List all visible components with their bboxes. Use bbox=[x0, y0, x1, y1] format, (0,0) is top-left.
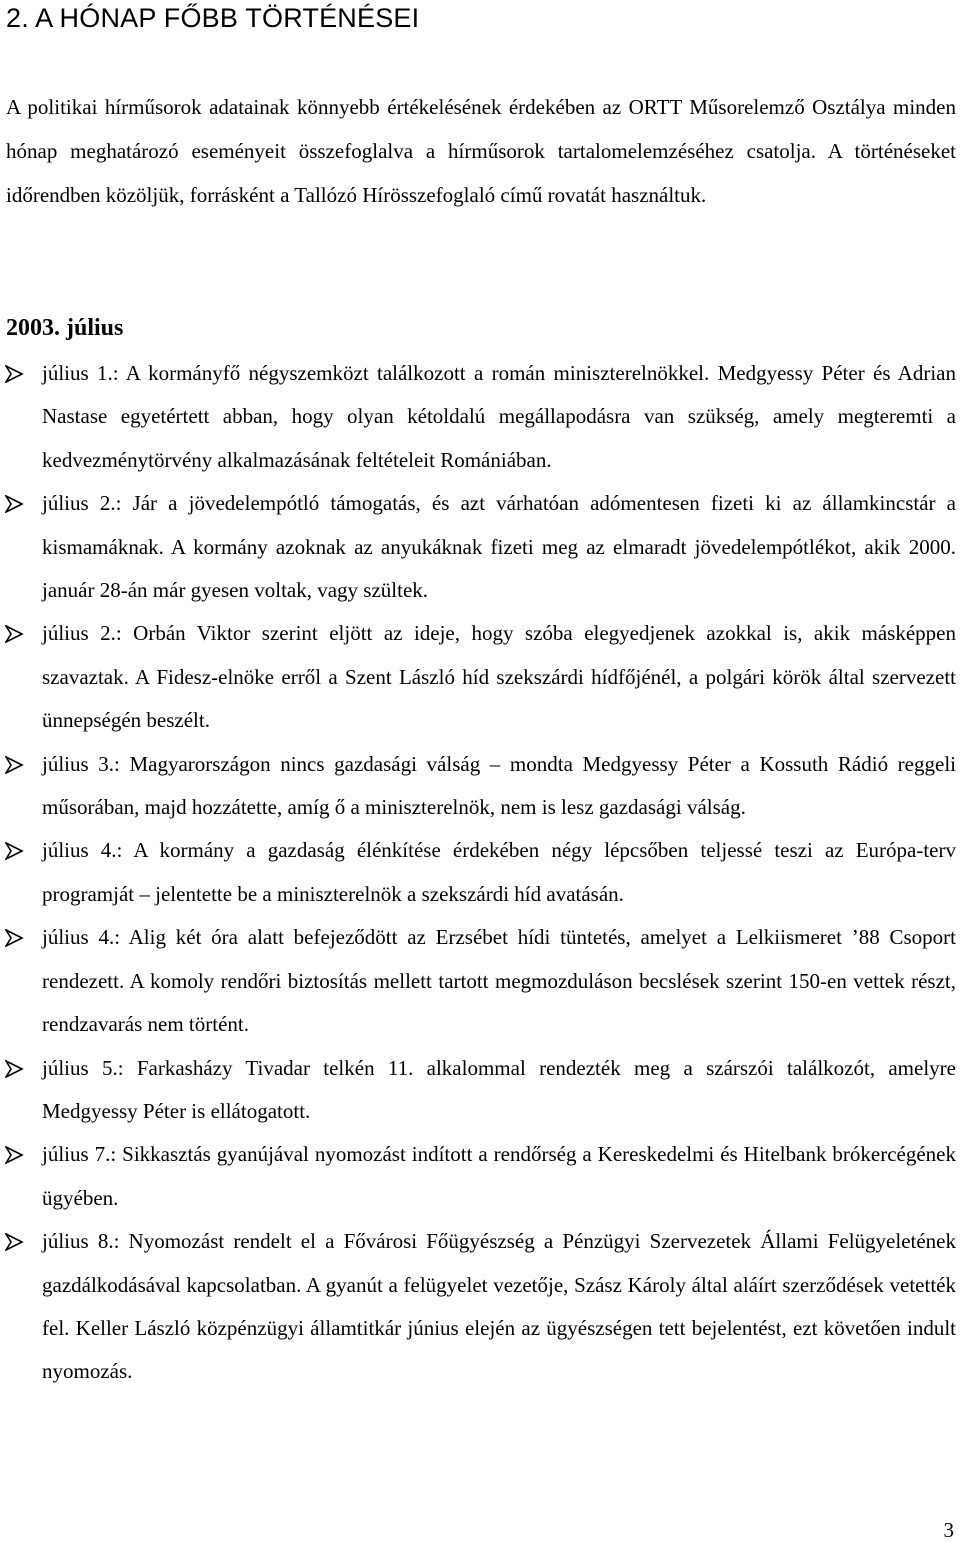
month-heading: 2003. július bbox=[6, 315, 124, 341]
event-item bbox=[0, 743, 956, 830]
arrowhead-bullet-icon bbox=[5, 625, 24, 643]
event-item bbox=[0, 482, 956, 612]
event-text: július 7.: Sikkasztás gyanújával nyomozást indított a rendőrség a Kereskedelmi és Hitelbank brókercégének ügyében. bbox=[42, 1142, 956, 1210]
event-item bbox=[0, 1047, 956, 1134]
event-text: július 5.: Farkasházy Tivadar telkén 11. alkalommal rendezték meg a szárszói találkozót, amelyre Medgyessy Péter is ellátogatott. bbox=[42, 1055, 956, 1123]
event-text: július 3.: Magyarországon nincs gazdasági válság – mondta Medgyessy Péter a Kossuth Rádió reggeli műsorában, majd hozzátette, amíg ő a miniszterelnök, nem is lesz gazdasági válság. bbox=[42, 751, 956, 820]
arrowhead-bullet-icon bbox=[5, 756, 24, 774]
event-text: július 4.: Alig két óra alatt befejeződött az Erzsébet hídi tüntetés, amelyet a Lelkiismeret ’88 Csoport rendezett. A komoly rendőri biztosítás mellett tartott megmozduláson becslések szerint 150-en vettek részt, rendzavarás nem történt. bbox=[42, 925, 956, 1037]
event-text: július 8.: Nyomozást rendelt el a Fővárosi Főügyészség a Pénzügyi Szervezetek Állami Felügyeletének gazdálkodásával kapcsolatban. A gyanút a felügyelet vezetője, Szász Károly által aláírt szerződések vetették fel. Keller László közpénzügyi államtitkár június elején az ügyészségen tett bejelentést, ezt követően indult nyomozás. bbox=[42, 1229, 956, 1384]
event-item bbox=[0, 1133, 956, 1220]
arrowhead-bullet-icon bbox=[5, 495, 24, 513]
section-heading: 2. A HÓNAP FŐBB TÖRTÉNÉSEI bbox=[6, 3, 420, 33]
intro-paragraph: A politikai hírműsorok adatainak könnyebb értékelésének érdekében az ORTT Műsorelemző Osztálya minden hónap meghatározó eseményeit összefoglalva a hírműsorok tartalomelemzéséhez csatolja. A történéseket időrendben közöljük, forrásként a Tallózó Hírösszefoglaló című rovatát használtuk. bbox=[6, 95, 956, 208]
event-item bbox=[0, 352, 956, 482]
event-text: július 4.: A kormány a gazdaság élénkítése érdekében négy lépcsőben teljessé teszi az Európa-terv programját – jelentette be a miniszterelnök a szekszárdi híd avatásán. bbox=[42, 838, 956, 906]
event-item bbox=[0, 1220, 956, 1394]
arrowhead-bullet-icon bbox=[5, 1233, 24, 1251]
arrowhead-bullet-icon bbox=[5, 842, 24, 860]
arrowhead-bullet-icon bbox=[5, 1060, 24, 1078]
event-text: július 2.: Jár a jövedelempótló támogatás, és azt várhatóan adómentesen fizeti ki az államkincstár a kismamáknak. A kormány azoknak az anyukáknak fizeti meg az elmaradt jövedelempótlékot, akik 2000. január 28-án már gyesen voltak, vagy szültek. bbox=[42, 491, 956, 603]
arrowhead-bullet-icon bbox=[5, 1146, 24, 1164]
page-number: 3 bbox=[943, 1518, 954, 1542]
event-text: július 2.: Orbán Viktor szerint eljött az ideje, hogy szóba elegyedjenek azokkal is, akik másképpen szavaztak. A Fidesz-elnöke erről a Szent László híd szekszárdi hídfőjénél, a polgári körök által szervezett ünnepségén beszélt. bbox=[42, 621, 956, 733]
event-item bbox=[0, 916, 956, 1046]
event-text: július 1.: A kormányfő négyszemközt találkozott a román miniszterelnökkel. Medgyessy Péter és Adrian Nastase egyetértett abban, hogy olyan kétoldalú megállapodásra van szükség, amely megteremti a kedvezménytörvény alkalmazásának feltételeit Romániában. bbox=[42, 361, 956, 472]
event-item bbox=[0, 829, 956, 916]
arrowhead-bullet-icon bbox=[5, 365, 24, 383]
event-item bbox=[0, 612, 956, 742]
arrowhead-bullet-icon bbox=[5, 929, 24, 947]
event-list bbox=[0, 352, 960, 1394]
